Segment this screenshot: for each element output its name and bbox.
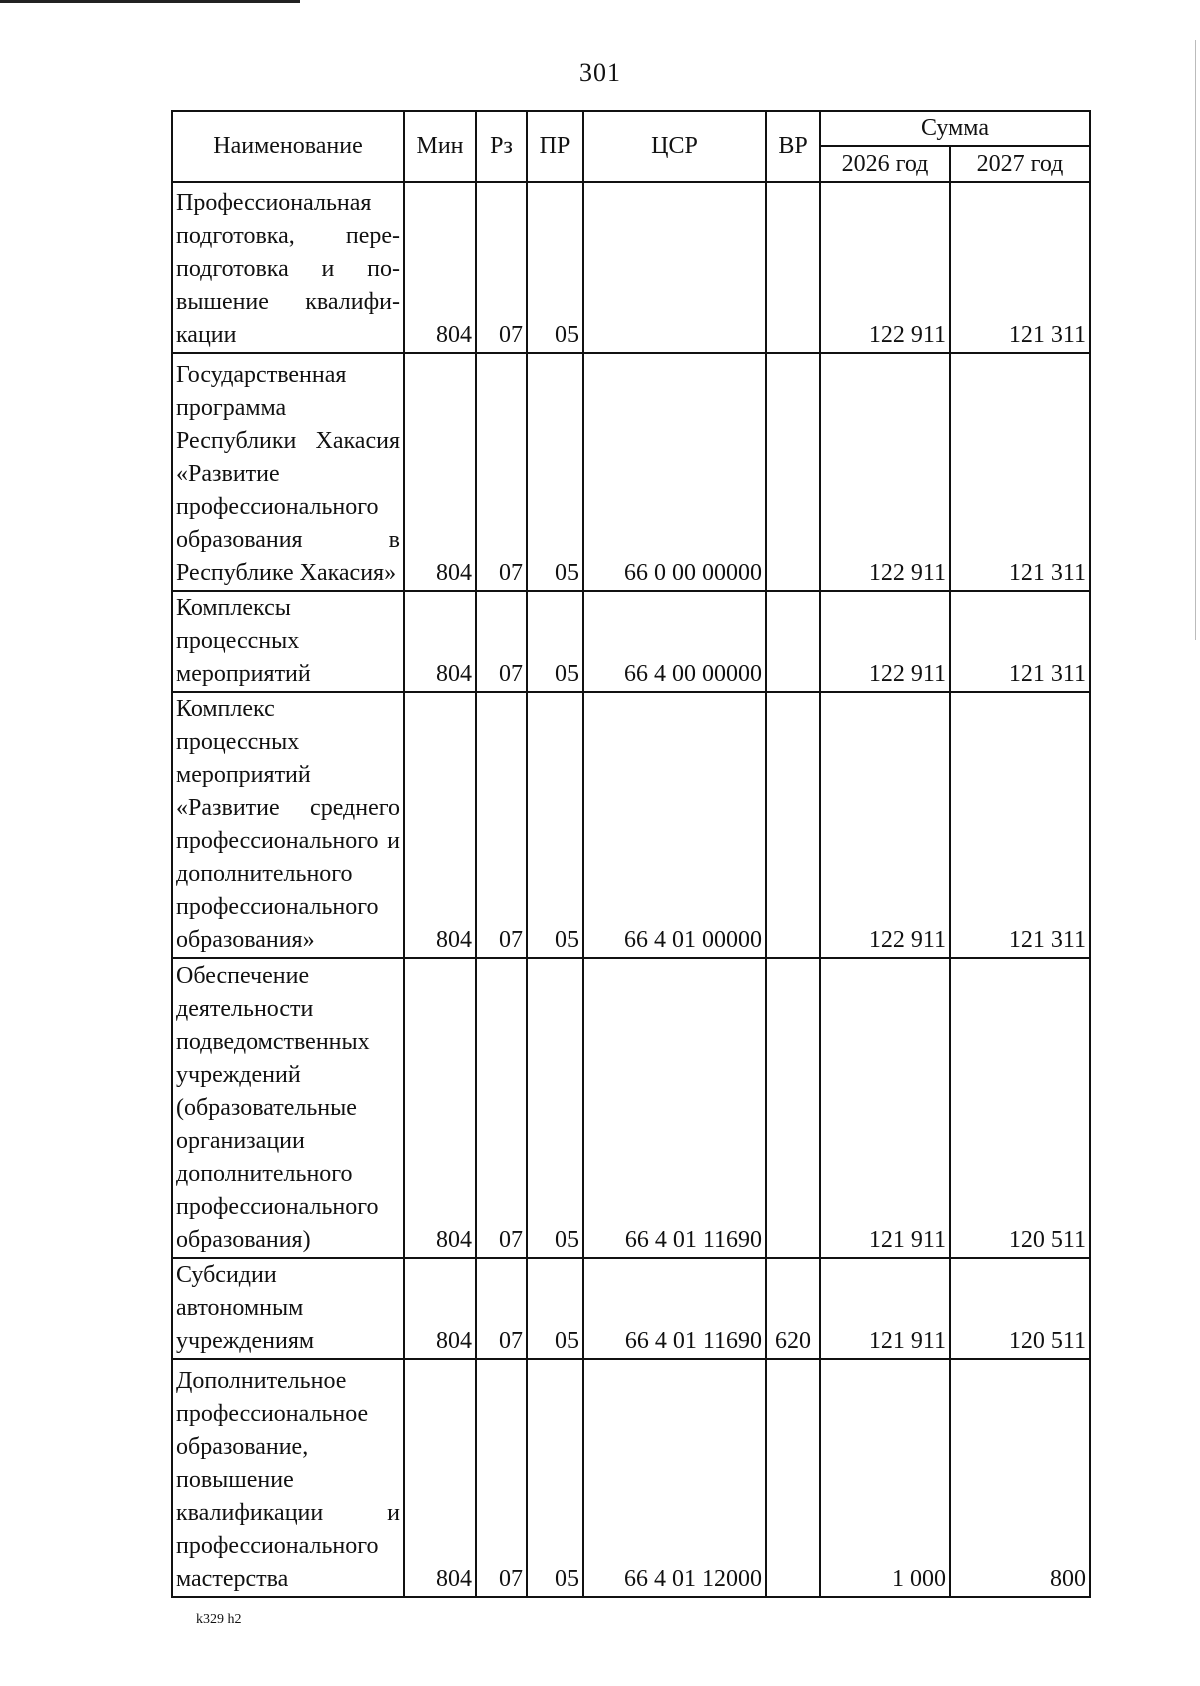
table-row xyxy=(172,1359,1090,1597)
row-sum-2026: 122 911 xyxy=(820,591,950,692)
row-vr xyxy=(766,692,820,958)
row-sum-2026: 121 911 xyxy=(820,958,950,1258)
row-sum-2026: 122 911 xyxy=(820,182,950,353)
header-rz: Рз xyxy=(476,111,527,182)
row-csr: 66 4 01 12000 xyxy=(583,1359,766,1597)
row-csr xyxy=(583,182,766,353)
row-sum-2027: 120 511 xyxy=(950,958,1090,1258)
row-name: Дополнительное профессиональное образование, повышение квалификации и профессионального мастерства xyxy=(172,1359,404,1597)
row-rz: 07 xyxy=(476,591,527,692)
row-name: Комплексы процессных мероприятий xyxy=(172,591,404,692)
row-pr: 05 xyxy=(527,353,583,591)
table-row xyxy=(172,353,1090,591)
footer-code: k329 h2 xyxy=(196,1612,242,1627)
row-pr: 05 xyxy=(527,692,583,958)
row-csr: 66 4 01 11690 xyxy=(583,958,766,1258)
row-sum-2027: 121 311 xyxy=(950,591,1090,692)
header-pr: ПР xyxy=(527,111,583,182)
row-min: 804 xyxy=(404,958,476,1258)
row-name: Субсидии автономным учреждениям xyxy=(172,1258,404,1359)
row-sum-2027: 121 311 xyxy=(950,182,1090,353)
row-min: 804 xyxy=(404,1258,476,1359)
row-rz: 07 xyxy=(476,353,527,591)
header-csr: ЦСР xyxy=(583,111,766,182)
budget-table xyxy=(171,110,1091,1598)
row-rz: 07 xyxy=(476,1359,527,1597)
row-sum-2026: 122 911 xyxy=(820,353,950,591)
row-csr: 66 4 00 00000 xyxy=(583,591,766,692)
row-sum-2027: 121 311 xyxy=(950,692,1090,958)
row-vr xyxy=(766,591,820,692)
row-vr xyxy=(766,958,820,1258)
row-csr: 66 4 01 11690 xyxy=(583,1258,766,1359)
table-row xyxy=(172,1258,1090,1359)
row-min: 804 xyxy=(404,591,476,692)
page-edge-line xyxy=(1195,40,1196,640)
row-pr: 05 xyxy=(527,1258,583,1359)
row-csr: 66 0 00 00000 xyxy=(583,353,766,591)
row-pr: 05 xyxy=(527,182,583,353)
header-sum: Сумма xyxy=(820,111,1090,146)
row-csr: 66 4 01 00000 xyxy=(583,692,766,958)
page-number: 301 xyxy=(579,58,621,87)
table-row xyxy=(172,958,1090,1258)
row-rz: 07 xyxy=(476,182,527,353)
table-row xyxy=(172,692,1090,958)
row-name: Комплекс процессных мероприятий «Развитие среднего профессионального и дополнительного профессионального образования» xyxy=(172,692,404,958)
row-sum-2026: 1 000 xyxy=(820,1359,950,1597)
row-pr: 05 xyxy=(527,958,583,1258)
row-rz: 07 xyxy=(476,1258,527,1359)
row-name: Профессиональная подготовка, пере-подготовка и по-вышение квалифи-кации xyxy=(172,182,404,353)
header-min: Мин xyxy=(404,111,476,182)
row-vr xyxy=(766,1359,820,1597)
row-sum-2026: 121 911 xyxy=(820,1258,950,1359)
row-name: Обеспечение деятельности подведомственных учреждений (образовательные организации дополнительного профессионального образования) xyxy=(172,958,404,1258)
header-year-2027: 2027 год xyxy=(950,146,1090,182)
row-min: 804 xyxy=(404,182,476,353)
row-name: Государственная программа Республики Хакасия «Развитие профессионального образования в Республике Хакасия» xyxy=(172,353,404,591)
row-vr: 620 xyxy=(766,1258,820,1359)
row-sum-2027: 121 311 xyxy=(950,353,1090,591)
row-rz: 07 xyxy=(476,958,527,1258)
row-min: 804 xyxy=(404,692,476,958)
row-sum-2026: 122 911 xyxy=(820,692,950,958)
row-sum-2027: 800 xyxy=(950,1359,1090,1597)
header-year-2026: 2026 год xyxy=(820,146,950,182)
row-pr: 05 xyxy=(527,1359,583,1597)
row-rz: 07 xyxy=(476,692,527,958)
row-pr: 05 xyxy=(527,591,583,692)
header-vr: ВР xyxy=(766,111,820,182)
row-vr xyxy=(766,353,820,591)
row-min: 804 xyxy=(404,353,476,591)
table-row xyxy=(172,591,1090,692)
header-name: Наименование xyxy=(172,111,404,182)
table-row xyxy=(172,182,1090,353)
row-sum-2027: 120 511 xyxy=(950,1258,1090,1359)
row-vr xyxy=(766,182,820,353)
top-rule xyxy=(0,0,300,3)
row-min: 804 xyxy=(404,1359,476,1597)
